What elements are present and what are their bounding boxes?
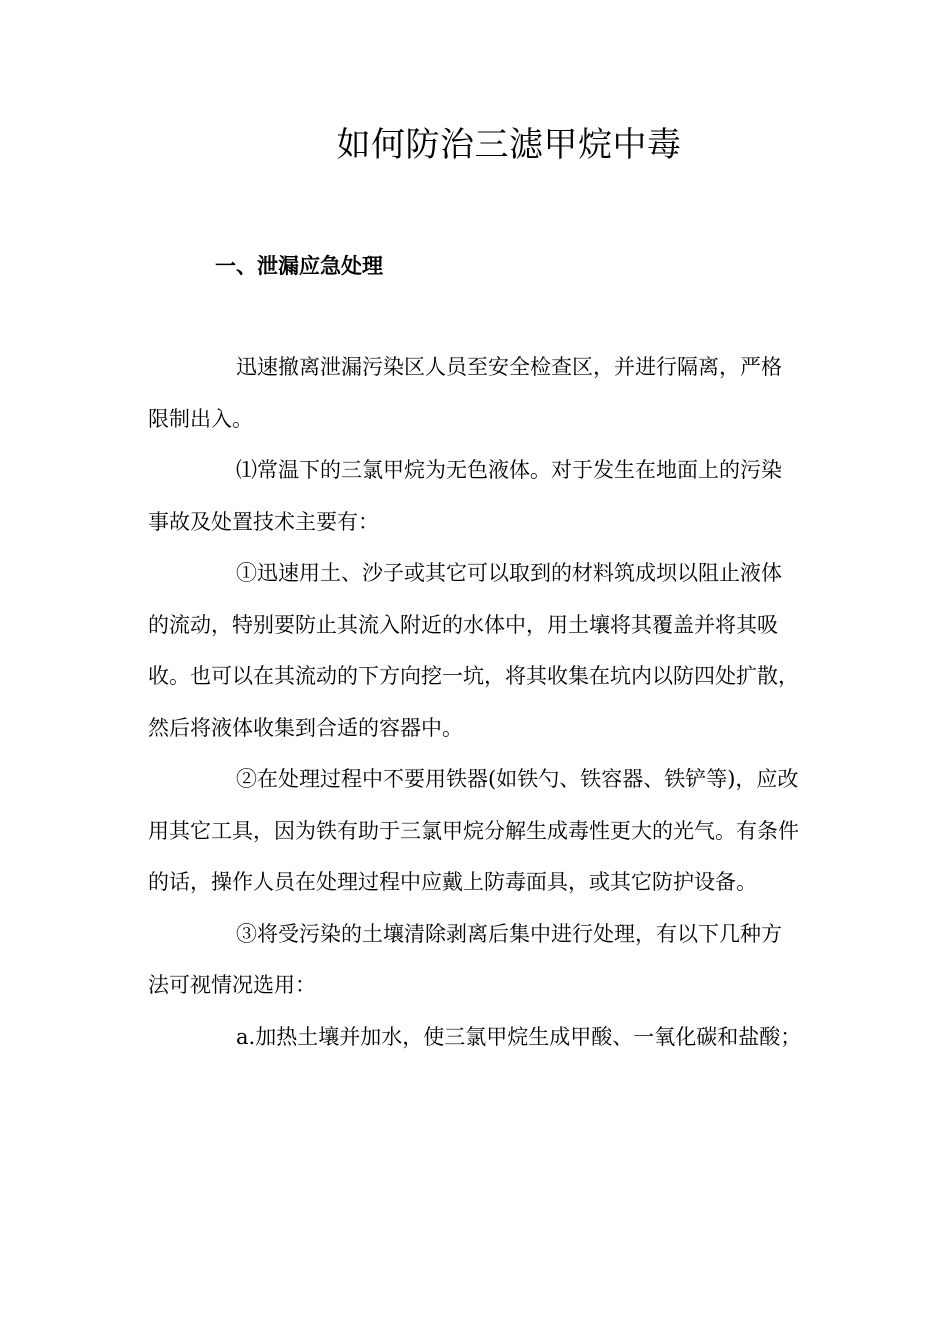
paragraph-evacuation: 迅速撤离泄漏污染区人员至安全检查区，并进行隔离，严格限制出入。 [148, 355, 782, 431]
document-body [148, 342, 802, 1063]
document-title: 如何防治三滤甲烷中毒 [336, 125, 682, 165]
paragraph-method-a: a.加热土壤并加水，使三氯甲烷生成甲酸、一氧化碳和盐酸； [236, 1024, 802, 1049]
paragraph-item-1: ⑴常温下的三氯甲烷为无色液体。对于发生在地面上的污染事故及处置技术主要有： [148, 458, 782, 534]
section-heading: 一、泄漏应急处理 [215, 253, 383, 278]
paragraph-step-1: ①迅速用土、沙子或其它可以取到的材料筑成坝以阻止液体的流动，特别要防止其流入附近的水体中，用土壤将其覆盖并将其吸收。也可以在其流动的下方向挖一坑，将其收集在坑内以防四处扩散，然后将液体收集到合适的容器中。 [148, 561, 799, 740]
paragraph-step-2: ②在处理过程中不要用铁器(如铁勺、铁容器、铁铲等)，应改用其它工具，因为铁有助于三氯甲烷分解生成毒性更大的光气。有条件的话，操作人员在处理过程中应戴上防毒面具，或其它防护设备。 [148, 767, 799, 894]
paragraph-step-3: ③将受污染的土壤清除剥离后集中进行处理，有以下几种方法可视情况选用： [148, 921, 782, 997]
